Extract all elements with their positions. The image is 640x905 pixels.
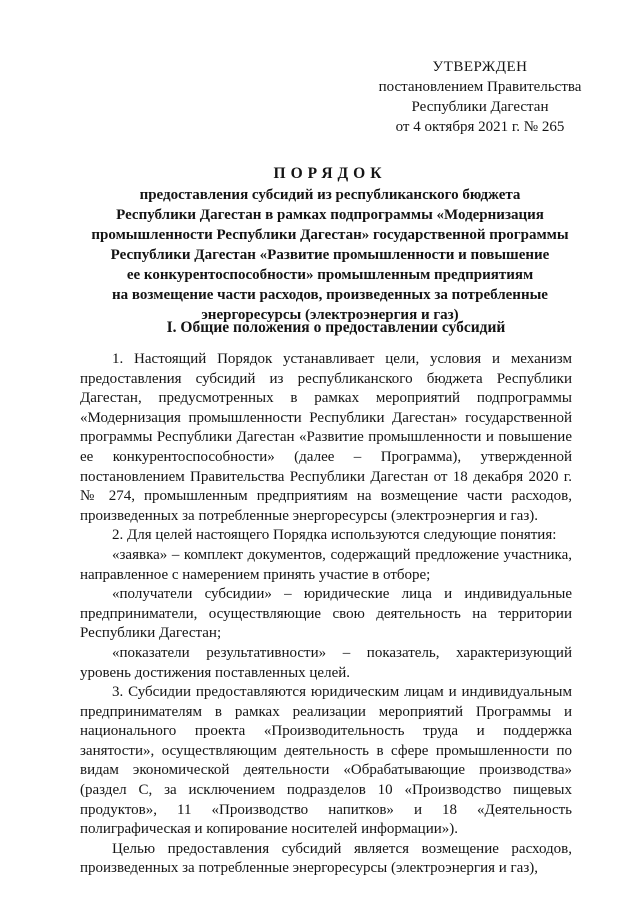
approval-stamp xyxy=(360,57,600,137)
title-line: ее конкурентоспособности» промышленным предприятиям xyxy=(126,267,534,283)
title-line: промышленности Республики Дагестан» государственной программы xyxy=(91,227,569,243)
paragraph: 1. Настоящий Порядок устанавливает цели, условия и механизм предоставления субсидий из республиканского бюджета Республики Дагестан, предусмотренных в рамках мероприятий подпрограммы «Модернизация промышленности Республики Дагестан» государственной программы Республики Дагестан «Развитие промышленности и повышение ее конкурентоспособности» (далее – Программа), утвержденной постановлением Правительства Республики Дагестан от 18 декабря 2020 г. № 274, промышленным предприятиям на возмещение части расходов, произведенных за потребленные энергоресурсы (электроэнергия и газ). xyxy=(80,351,572,524)
document-title xyxy=(56,164,604,325)
paragraph: «показатели результативности» – показатель, характеризующий уровень достижения поставленных целей. xyxy=(80,644,572,681)
approval-line: Республики Дагестан xyxy=(411,99,549,115)
title-main: ПОРЯДОК xyxy=(273,165,387,182)
title-line: на возмещение части расходов, произведенных за потребленные xyxy=(112,287,548,303)
paragraph: 2. Для целей настоящего Порядка используются следующие понятия: xyxy=(112,527,557,544)
approval-title: УТВЕРЖДЕН xyxy=(432,59,528,75)
approval-date: от 4 октября 2021 г. № 265 xyxy=(395,119,565,135)
title-line: Республики Дагестан «Развитие промышленности и повышение xyxy=(110,247,550,263)
section-heading: I. Общие положения о предоставлении субсидий xyxy=(166,319,506,336)
title-line: предоставления субсидий из республиканского бюджета xyxy=(139,187,521,203)
approval-line: постановлением Правительства xyxy=(378,79,582,95)
document-body xyxy=(80,350,572,879)
title-line: Республики Дагестан в рамках подпрограммы «Модернизация xyxy=(116,207,544,223)
paragraph: Целью предоставления субсидий является возмещение расходов, произведенных за потребленные энергоресурсы (электроэнергия и газ), xyxy=(80,840,572,877)
paragraph: «получатели субсидии» – юридические лица и индивидуальные предприниматели, осуществляющие свою деятельность на территории Республики Дагестан; xyxy=(80,586,572,642)
paragraph: 3. Субсидии предоставляются юридическим лицам и индивидуальным предпринимателям в рамках реализации мероприятий Программы и национального проекта «Производительность труда и поддержка занятости», осуществляющим деятельность в сфере промышленности по видам экономической деятельности «Обрабатывающие производства» (раздел С, за исключением подразделов 10 «Производство пищевых продуктов», 11 «Производство напитков» и 18 «Деятельность полиграфическая и копирование носителей информации»). xyxy=(80,684,572,838)
paragraph: «заявка» – комплект документов, содержащий предложение участника, направленное с намерением принять участие в отборе; xyxy=(80,546,572,583)
title-line: энергоресурсы (электроэнергия и газ) xyxy=(201,307,459,323)
